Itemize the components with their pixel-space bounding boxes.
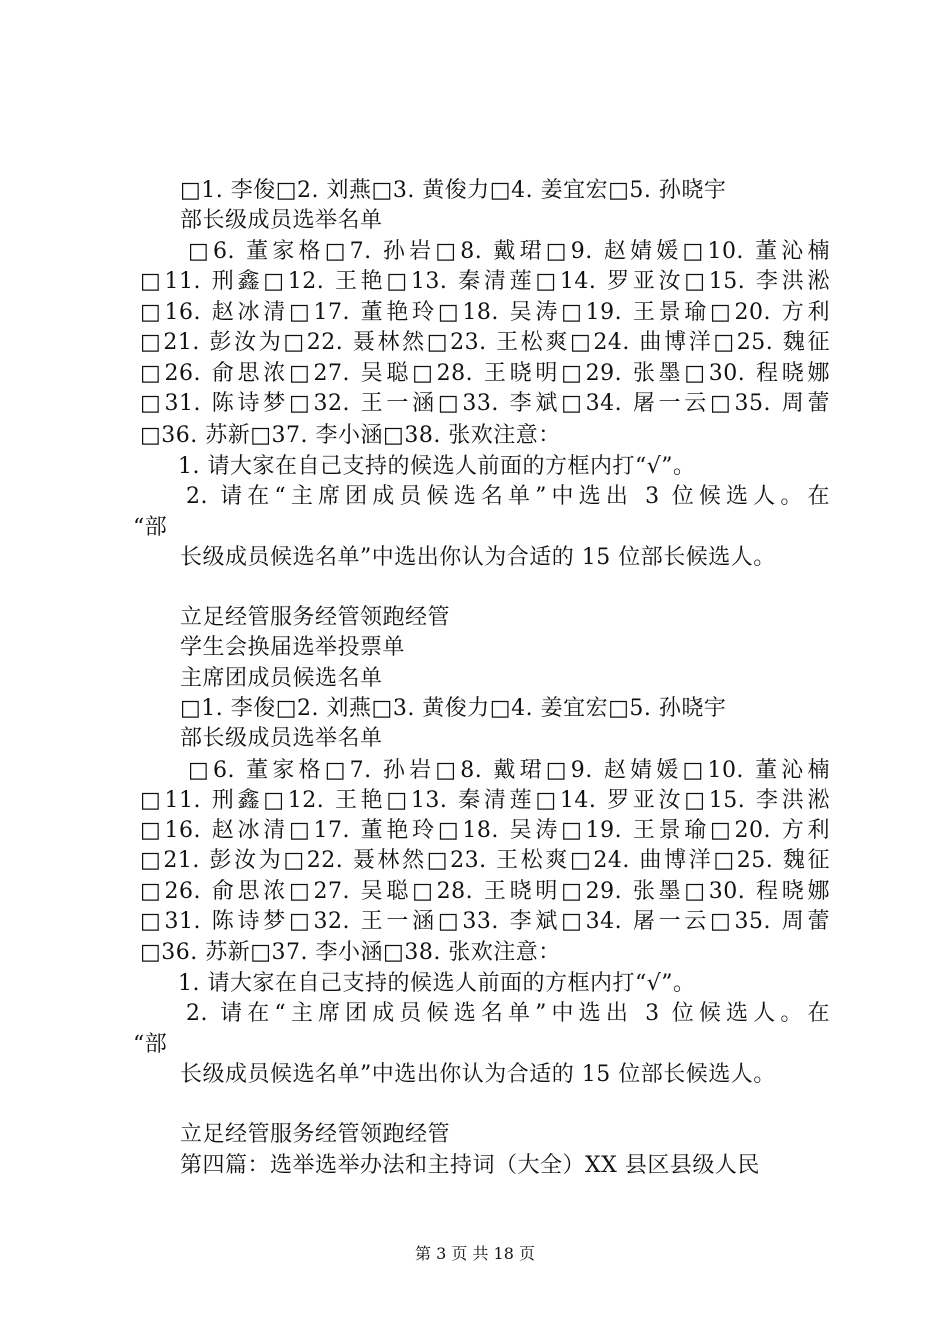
candidate-line: □11. 刑鑫□12. 王艳□13. 秦清莲□14. 罗亚汝□15. 李洪淞 (140, 269, 830, 294)
candidate-line: □16. 赵冰清□17. 董艳玲□18. 吴涛□19. 王景瑜□20. 方利 (140, 818, 830, 843)
candidate-line: □36. 苏新□37. 李小涵□38. 张欢注意： (140, 940, 561, 965)
candidate-line: □11. 刑鑫□12. 王艳□13. 秦清莲□14. 罗亚汝□15. 李洪淞 (140, 788, 830, 813)
candidate-line: □36. 苏新□37. 李小涵□38. 张欢注意： (140, 423, 561, 448)
note-line: 2. 请在“主席团成员候选名单”中选出 3 位候选人。在 (186, 484, 830, 509)
section-heading: 部长级成员选举名单 (180, 726, 383, 751)
page-footer: 第 3 页 共 18 页 (415, 1244, 535, 1263)
candidate-line: □6. 董家格□7. 孙岩□8. 戴珺□9. 赵婧媛□10. 董沁楠 (188, 758, 830, 783)
note-line: “部 (133, 1032, 168, 1057)
candidate-line: □6. 董家格□7. 孙岩□8. 戴珺□9. 赵婧媛□10. 董沁楠 (188, 239, 830, 264)
note-line: 1. 请大家在自己支持的候选人前面的方框内打“√”。 (178, 454, 696, 479)
candidate-line: □16. 赵冰清□17. 董艳玲□18. 吴涛□19. 王景瑜□20. 方利 (140, 300, 830, 325)
candidate-line: □21. 彭汝为□22. 聂林然□23. 王松爽□24. 曲博洋□25. 魏征 (140, 848, 830, 873)
slogan-line: 立足经管服务经管领跑经管 (180, 1122, 451, 1147)
note-line: 长级成员候选名单”中选出你认为合适的 15 位部长候选人。 (180, 1062, 776, 1087)
candidate-line: □1. 李俊□2. 刘燕□3. 黄俊力□4. 姜宜宏□5. 孙晓宇 (180, 696, 727, 721)
note-line: 长级成员候选名单”中选出你认为合适的 15 位部长候选人。 (180, 545, 776, 570)
section-heading: 主席团成员候选名单 (180, 666, 383, 691)
slogan-line: 立足经管服务经管领跑经管 (180, 605, 451, 630)
candidate-line: □1. 李俊□2. 刘燕□3. 黄俊力□4. 姜宜宏□5. 孙晓宇 (180, 178, 727, 203)
candidate-line: □31. 陈诗梦□32. 王一涵□33. 李斌□34. 屠一云□35. 周蕾 (140, 391, 830, 416)
candidate-line: □26. 俞思浓□27. 吴聪□28. 王晓明□29. 张墨□30. 程晓娜 (140, 879, 830, 904)
note-line: 1. 请大家在自己支持的候选人前面的方框内打“√”。 (178, 971, 696, 996)
candidate-line: □21. 彭汝为□22. 聂林然□23. 王松爽□24. 曲博洋□25. 魏征 (140, 330, 830, 355)
section-heading: 部长级成员选举名单 (180, 208, 383, 233)
ballot-title: 学生会换届选举投票单 (180, 635, 406, 660)
candidate-line: □31. 陈诗梦□32. 王一涵□33. 李斌□34. 屠一云□35. 周蕾 (140, 909, 830, 934)
note-line: “部 (133, 515, 168, 540)
note-line: 2. 请在“主席团成员候选名单”中选出 3 位候选人。在 (186, 1001, 830, 1026)
candidate-line: □26. 俞思浓□27. 吴聪□28. 王晓明□29. 张墨□30. 程晓娜 (140, 361, 830, 386)
chapter-heading: 第四篇：选举选举办法和主持词（大全）XX 县区县级人民 (180, 1153, 760, 1178)
